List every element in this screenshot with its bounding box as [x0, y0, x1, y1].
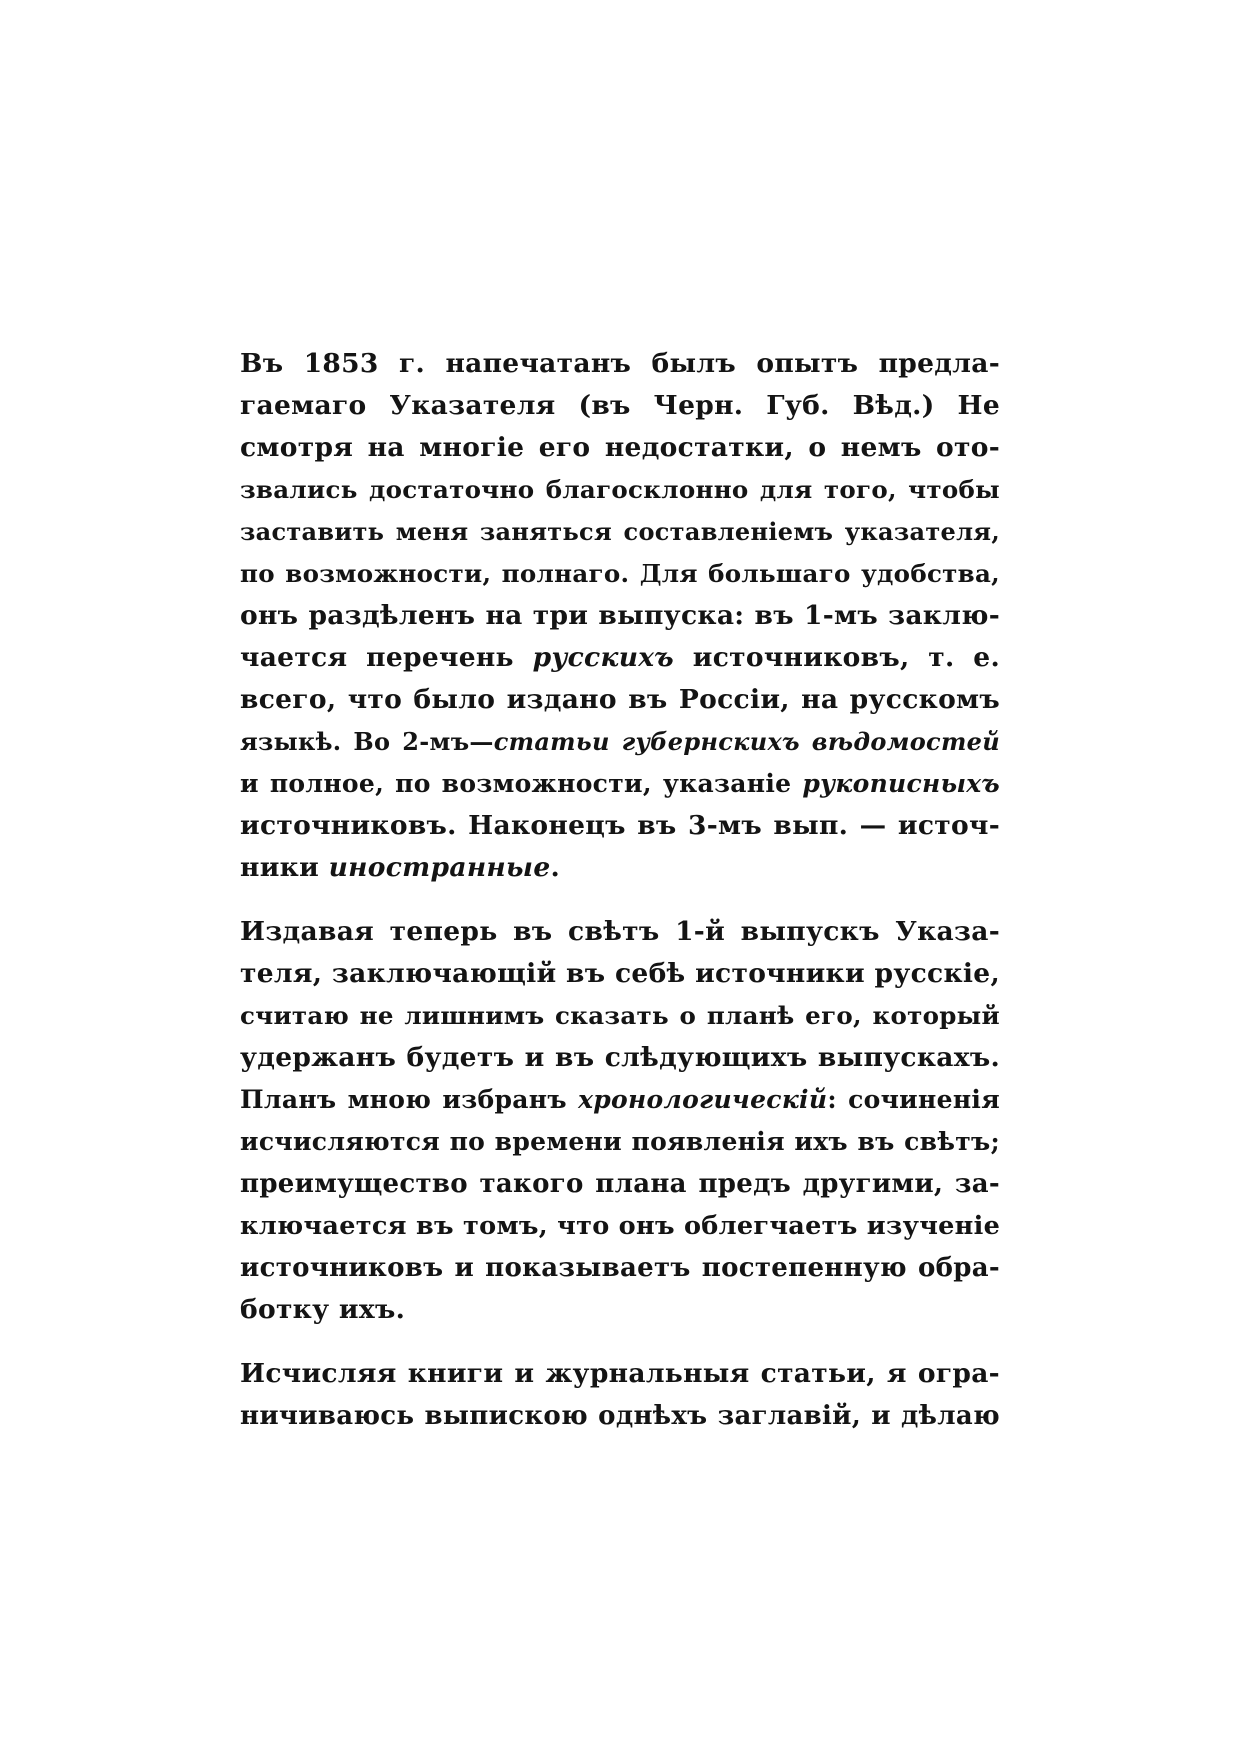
text-line [240, 385, 1000, 427]
text-segment: удержанъ будетъ и въ слѣдующихъ выпускахъ. [240, 1042, 1000, 1073]
paragraph-gap [240, 889, 1000, 911]
text-segment: : сочиненія [827, 1085, 1000, 1114]
paragraph-gap [240, 1331, 1000, 1353]
text-segment: ключается въ томъ, что онъ облегчаетъ изученіе [240, 1211, 1001, 1241]
text-segment: теля, заключающій въ себѣ источники русскіе, [240, 958, 1000, 989]
text-segment: Въ 1853 г. напечатанъ былъ опытъ предла- [240, 348, 1000, 379]
text-line [240, 511, 1000, 553]
text-line [240, 1353, 1000, 1395]
text-segment: Исчисляя книги и журнальныя статьи, я огра- [240, 1358, 1000, 1389]
text-segment: ботку ихъ. [240, 1294, 406, 1325]
text-line [240, 469, 1000, 511]
italic-phrase: русскихъ [532, 642, 674, 673]
text-segment: Планъ мною избранъ [240, 1085, 579, 1114]
text-segment: исчисляются по времени появленія ихъ въ свѣтъ; [240, 1127, 1000, 1156]
text-segment: и полное, по возможности, указаніе [240, 769, 803, 798]
text-segment: смотря на многіе его недостатки, о немъ ото- [240, 432, 1000, 463]
text-segment: языкѣ. Во 2-мъ— [240, 727, 494, 756]
text-segment: всего, что было издано въ Россіи, на русскомъ [240, 684, 1000, 715]
text-line [240, 1205, 1000, 1247]
italic-phrase: статьи губернскихъ вѣдомостей [493, 727, 1000, 756]
text-segment: заставить меня заняться составленіемъ указателя, [240, 517, 1000, 546]
text-segment: считаю не лишнимъ сказать о планѣ его, который [240, 1001, 1000, 1030]
text-line [240, 1247, 1000, 1289]
paragraph [240, 1353, 1000, 1437]
text-line [240, 953, 1000, 995]
text-line [240, 1121, 1000, 1163]
text-segment: . [550, 852, 561, 883]
text-line [240, 595, 1000, 637]
text-line [240, 911, 1000, 953]
text-line [240, 1079, 1000, 1121]
text-line [240, 763, 1000, 805]
text-line [240, 427, 1000, 469]
text-segment: Издавая теперь въ свѣтъ 1-й выпускъ Указа- [240, 916, 1000, 947]
text-line [240, 805, 1000, 847]
text-line [240, 721, 1000, 763]
text-segment: ничиваюсь выпискою однѣхъ заглавій, и дѣлаю [240, 1401, 1000, 1431]
italic-phrase: рукописныхъ [802, 769, 1000, 798]
text-line [240, 1395, 1000, 1437]
text-segment: онъ раздѣленъ на три выпуска: въ 1-мъ заклю- [240, 600, 1000, 631]
text-segment: звались достаточно благосклонно для того, чтобы [240, 475, 1000, 504]
text-line [240, 637, 1000, 679]
body-text [240, 343, 1000, 1437]
text-segment: по возможности, полнаго. Для большаго удобства, [240, 559, 1000, 588]
text-line [240, 553, 1000, 595]
text-segment: источниковъ, т. е. [673, 642, 1000, 673]
text-line [240, 343, 1000, 385]
italic-phrase: иностранные [328, 852, 551, 883]
text-segment: гаемаго Указателя (въ Черн. Губ. Вѣд.) Не [240, 390, 1000, 421]
text-segment: ники [240, 852, 329, 883]
text-line [240, 847, 1000, 889]
text-line [240, 1289, 1000, 1331]
text-segment: источниковъ. Наконецъ въ 3-мъ вып. — источ- [240, 810, 1000, 841]
text-segment: чается перечень [240, 642, 533, 673]
text-line [240, 1037, 1000, 1079]
text-segment: преимущество такого плана предъ другими, за- [240, 1169, 1000, 1199]
text-line [240, 1163, 1000, 1205]
text-segment: источниковъ и показываетъ постепенную обра- [240, 1253, 1000, 1283]
text-line [240, 995, 1000, 1037]
text-line [240, 679, 1000, 721]
italic-phrase: хронологическій [578, 1085, 828, 1114]
paragraph [240, 343, 1000, 889]
paragraph [240, 911, 1000, 1331]
